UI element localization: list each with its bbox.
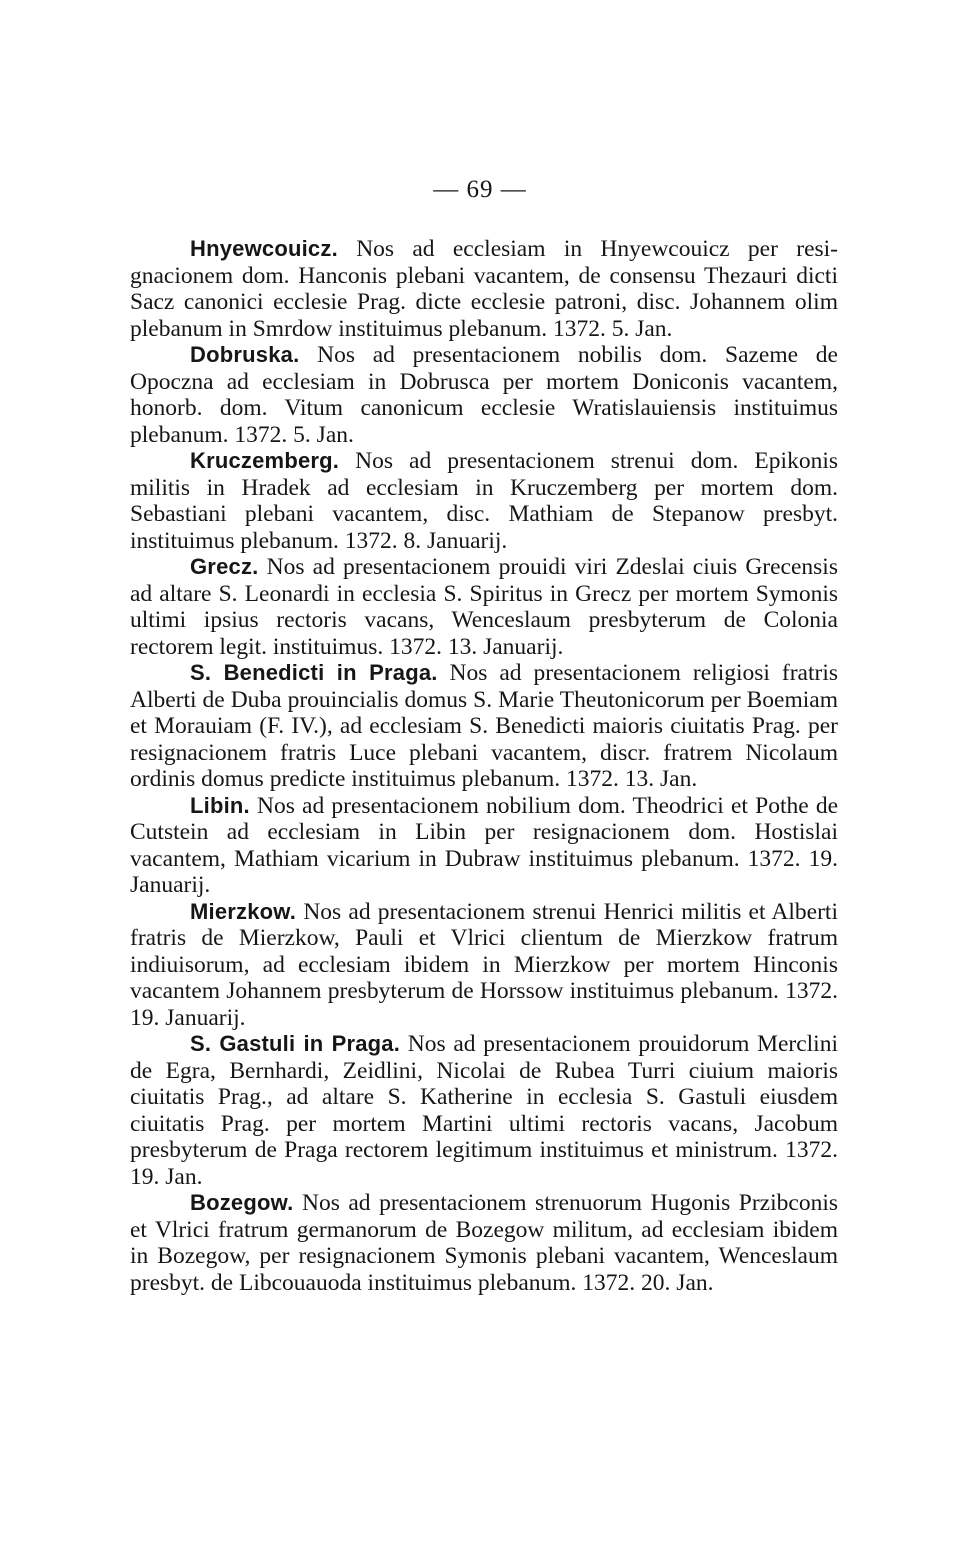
entry-text: Nos ad presentacionem strenuorum Hugonis Przibconis et Vlrici fratrum germanorum de Bozegow militum, ad ecclesiam ibidem in Bozegow, per resignacionem Symonis plebani vacantem, Wenceslaum presbyt. de Libcouauoda instituimus plebanum. 1372. 20. Jan.	[130, 1190, 838, 1296]
entry-text: Nos ad presentacionem strenui dom. Epikonis militis in Hradek ad ecclesiam in Kruczemberg per mortem dom. Sebastiani plebani vacantem, disc. Mathiam de Stepanow presbyt. instituimus plebanum. 1372. 8. Januarij.	[130, 448, 838, 554]
entry-grecz	[130, 554, 838, 660]
entry-text: Nos ad presentacionem prouidi viri Zdeslai ciuis Grecensis ad altare S. Leonardi in ecclesia S. Spiritus in Grecz per mortem Symonis ultimi ipsius rectoris vacans, Wenceslaum presbyterum de Colonia rectorem legit. instituimus. 1372. 13. Januarij.	[130, 554, 838, 660]
entry-text: Nos ad presentacionem strenui Henrici militis et Alberti fratris de Mierzkow, Pauli et Vlrici clientum de Mierzkow fratrum indiuisorum, ad ecclesiam ibidem in Mierzkow per mortem Hinconis vacantem Johannem presbyterum de Horssow instituimus plebanum. 1372. 19. Januarij.	[130, 898, 838, 1031]
entry-s-benedicti	[130, 660, 838, 793]
entry-heading: Kruczemberg.	[190, 448, 340, 473]
entry-heading: Libin.	[190, 792, 250, 818]
entry-heading: S. Gastuli in Praga.	[190, 1031, 401, 1056]
entry-hnyewcouicz	[130, 236, 838, 342]
entry-text: Nos ad presentacionem nobilis dom. Sazeme de Opoczna ad ecclesiam in Dobrusca per mortem Doniconis vacantem, honorb. dom. Vitum canonicum ecclesie Wratislauiensis instituimus plebanum. 1372. 5. Jan.	[130, 342, 838, 448]
entry-mierzkow	[130, 899, 838, 1032]
entries-list	[130, 236, 838, 1296]
entry-libin	[130, 793, 838, 899]
entry-dobruska	[130, 342, 838, 448]
page-number: — 69 —	[433, 176, 527, 203]
entry-heading: Dobruska.	[190, 342, 300, 367]
entry-heading: Grecz.	[190, 554, 259, 579]
entry-bozegow	[130, 1190, 838, 1296]
entry-heading: S. Benedicti in Praga.	[190, 660, 438, 685]
entry-text: Nos ad presentacionem prouidorum Merclini de Egra, Bernhardi, Zeidlini, Nicolai de Rubea Turri ciuium maioris ciuitatis Prag., ad altare S. Katherine in ecclesia S. Gastuli eiusdem ciuitatis Prag. per mortem Martini ultimi rectoris vacans, Jacobum presbyterum de Praga rectorem legitimum instituimus et ministrum. 1372. 19. Jan.	[130, 1031, 838, 1190]
entry-text: Nos ad ecclesiam in Hnyewcouicz per resignacionem dom. Hanconis plebani vacantem, de consensu Thezauri dicti Sacz canonici ecclesie Prag. dicte ecclesie patroni, disc. Johannem olim plebanum in Smrdow instituimus plebanum. 1372. 5. Jan.	[130, 236, 838, 342]
entry-heading: Hnyewcouicz.	[190, 236, 338, 261]
entry-text: Nos ad presentacionem nobilium dom. Theodrici et Pothe de Cutstein ad ecclesiam in Libin per resignacionem dom. Hostislai vacantem, Mathiam vicarium in Dubraw instituimus plebanum. 1372. 19. Januarij.	[130, 792, 838, 898]
entry-heading: Mierzkow.	[190, 898, 297, 924]
entry-s-gastuli	[130, 1031, 838, 1190]
entry-text: Nos ad presentacionem religiosi fratris Alberti de Duba prouincialis domus S. Marie Theutonicorum per Boemiam et Morauiam (F. IV.), ad ecclesiam S. Benedicti maioris ciuitatis Prag. per resignacionem fratris Luce plebani vacantem, discr. fratrem Nicolaum ordinis domus predicte instituimus plebanum. 1372. 13. Jan.	[130, 660, 838, 792]
entry-kruczemberg	[130, 448, 838, 554]
entry-heading: Bozegow.	[190, 1190, 294, 1215]
